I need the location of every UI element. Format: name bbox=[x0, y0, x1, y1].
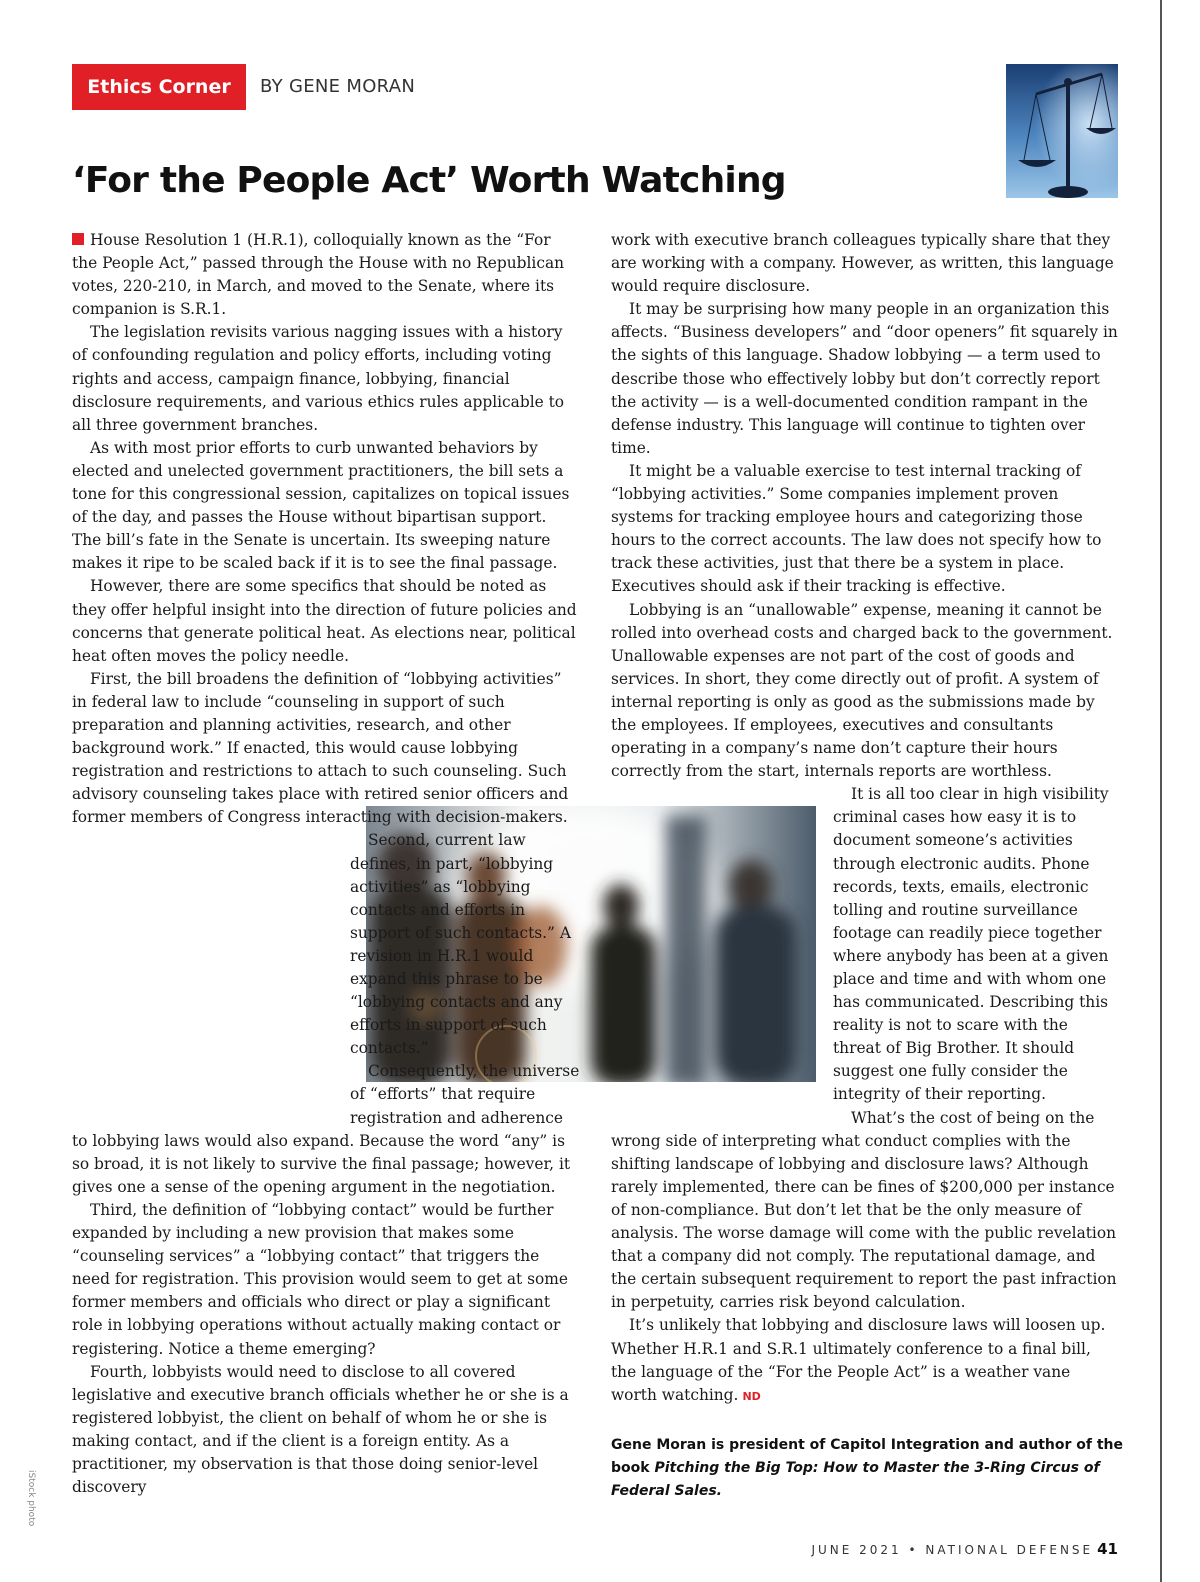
article-paragraph: It may be surprising how many people in an organization this affects. “Business developers” and “door openers” fit squarely in the sights of this language. Shadow lobbying — a term used to describe those who effectively lobby but don’t correctly report the activity — is a well-documented condition rampant in the defense industry. This language will continue to tighten over time. bbox=[611, 300, 1118, 457]
book-title: Pitching the Big Top: How to Master the 3-Ring Circus of Federal Sales. bbox=[611, 1460, 1100, 1499]
image-wrap-spacer bbox=[611, 783, 833, 1107]
article-paragraph: First, the bill broadens the definition of “lobbying activities” in federal law to include “counseling in support of such preparation and planning activities, research, and other background work.” If enacted, this would cause lobbying registration and restrictions to attach to such counseling. Such advisory counseling takes place with retired senior officers and former members of Congress interacting with decision-makers. bbox=[72, 669, 569, 827]
article-paragraph: Lobbying is an “unallowable” expense, meaning it cannot be rolled into overhead costs and charged back to the government. Unallowable expenses are not part of the cost of goods and services. In short, they come directly out of profit. A system of internal reporting is only as good as the submissions made by the employees. If employees, executives and consultants operating in a company’s name don’t capture their hours correctly from the start, internals reports are worthless. bbox=[611, 600, 1113, 781]
author-bio bbox=[611, 1434, 1131, 1503]
image-wrap-spacer bbox=[72, 829, 350, 1127]
article-paragraph: House Resolution 1 (H.R.1), colloquially known as the “For the People Act,” passed through the House with no Republican votes, 220-210, in March, and moved to the Senate, where its companion is S.R.1. bbox=[72, 231, 565, 319]
page-footer bbox=[811, 1540, 1118, 1558]
byline: BY GENE MORAN bbox=[260, 76, 416, 97]
section-label: Ethics Corner bbox=[72, 64, 246, 110]
section-marker-icon bbox=[72, 233, 84, 245]
author-bio-text: Gene Moran is president of Capitol Integration and author of the book bbox=[611, 1437, 1123, 1476]
scales-of-justice-photo bbox=[1006, 64, 1118, 198]
article-column-left bbox=[72, 229, 580, 1499]
article-paragraph: However, there are some specifics that should be noted as they offer helpful insight into the direction of future policies and concerns that generate political heat. As elections near, political heat often moves the policy needle. bbox=[72, 577, 577, 665]
article-paragraph: It is all too clear in high visibility criminal cases how easy it is to document someone’s activities through electronic audits. Phone records, texts, emails, electronic tolling and routine surveillance footage can readily piece together where anybody has been at a given place and time and with whom one has communicated. Describing this reality is not to scare with the threat of Big Brother. It should suggest one fully consider the integrity of their reporting. bbox=[833, 785, 1109, 1104]
article-paragraph: Fourth, lobbyists would need to disclose to all covered legislative and executive branch officials whether he or she is a registered lobbyist, the client on behalf of whom he or she is making contact, and if the client is a foreign entity. As a practitioner, my observation is that those doing senior-level discovery bbox=[72, 1362, 569, 1497]
end-mark: ND bbox=[742, 1389, 761, 1403]
article-paragraph: Second, current law defines, in part, “lobbying activities” as “lobbying contacts and efforts in support of such contacts.” A revision in H.R.1 would expand this phrase to be “lobbying contacts and any efforts in support of such contacts.” bbox=[350, 831, 571, 1058]
headline: ‘For the People Act’ Worth Watching bbox=[72, 160, 786, 201]
page-edge-rule bbox=[1160, 0, 1162, 1582]
article-paragraph: work with executive branch colleagues typically share that they are working with a company. However, as written, this language would require disclosure. bbox=[611, 231, 1114, 296]
article-paragraph: As with most prior efforts to curb unwanted behaviors by elected and unelected government practitioners, the bill sets a tone for this congressional session, capitalizes on topical issues of the day, and passes the House without bipartisan support. The bill’s fate in the Senate is uncertain. Its sweeping nature makes it ripe to be scaled back if it is to see the final passage. bbox=[72, 438, 570, 573]
article-paragraph: Third, the definition of “lobbying contact” would be further expanded by including a new provision that makes some “counseling services” a “lobbying contact” that triggers the need for registration. This provision would seem to get at some former members and officials who direct or play a significant role in lobbying operations without actually making contact or registering. Notice a theme emerging? bbox=[72, 1200, 569, 1358]
article-paragraph: It’s unlikely that lobbying and disclosure laws will loosen up. Whether H.R.1 and S.R.1 ultimately conference to a final bill, the language of the “For the People Act” is a weather vane worth watching. bbox=[611, 1316, 1106, 1404]
article-paragraph: The legislation revisits various nagging issues with a history of confounding regulation and policy efforts, including voting rights and access, campaign finance, lobbying, financial disclosure requirements, and various ethics rules applicable to all three government branches. bbox=[72, 323, 565, 434]
article-paragraph: What’s the cost of being on the wrong side of interpreting what conduct complies with the shifting landscape of lobbying and disclosure laws? Although rarely implemented, there can be fines of $200,000 per instance of non-compliance. But don’t let that be the only measure of analysis. The worse damage will come with the public revelation that a company did not comply. The reputational damage, and the certain subsequent requirement to report the past infraction in perpetuity, carries risk beyond calculation. bbox=[611, 1108, 1117, 1312]
article-column-right bbox=[611, 229, 1119, 1408]
issue-line: JUNE 2021 • NATIONAL DEFENSE bbox=[811, 1543, 1094, 1557]
photo-credit: iStock photo bbox=[26, 1470, 36, 1527]
page-number: 41 bbox=[1097, 1540, 1118, 1558]
article-paragraph: Consequently, the universe of “efforts” that require registration and adherence to lobbying laws would also expand. Because the word “any” is so broad, it is not likely to survive the final passage; however, it gives one a sense of the opening argument in the negotiation. bbox=[72, 1062, 580, 1196]
article-paragraph: It might be a valuable exercise to test internal tracking of “lobbying activities.” Some companies implement proven systems for tracking employee hours and categorizing those hours to the correct accounts. The law does not specify how to track these activities, just that there be a system in place. Executives should ask if their tracking is effective. bbox=[611, 461, 1102, 596]
